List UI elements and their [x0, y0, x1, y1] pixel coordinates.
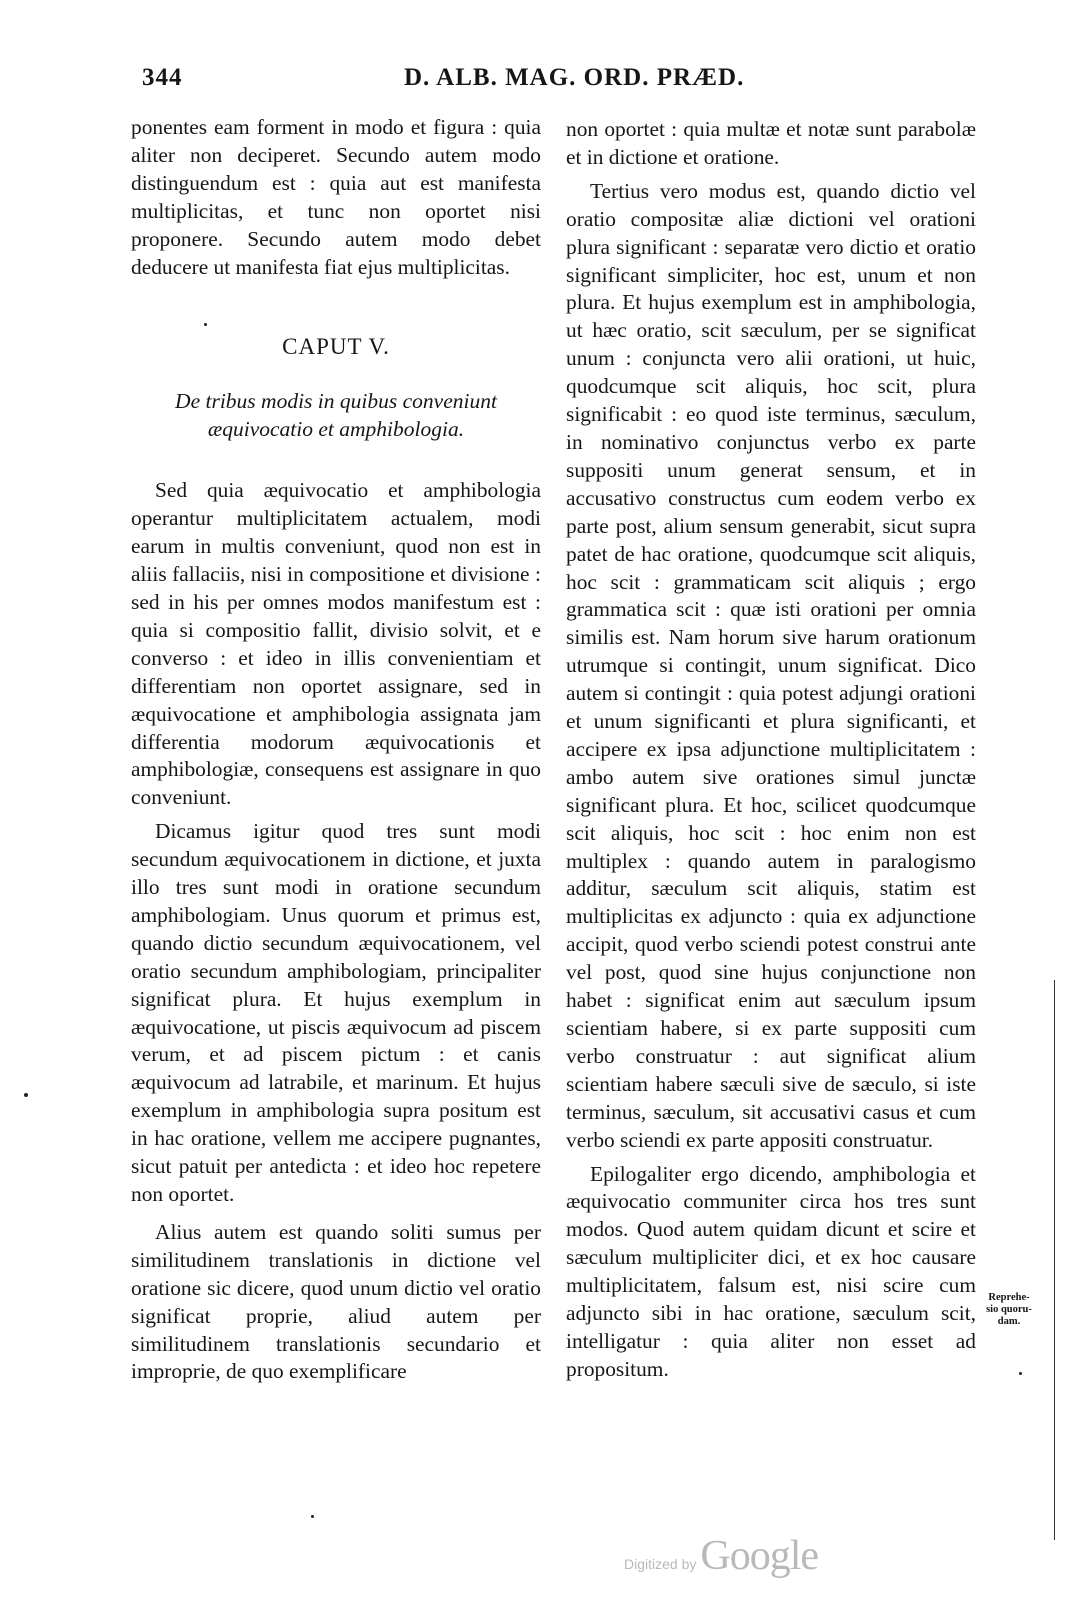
right-column	[566, 116, 976, 1384]
digitized-watermark	[624, 1532, 818, 1580]
scan-speck	[24, 1093, 28, 1097]
left-column	[131, 114, 541, 1386]
paragraph: non oportet : quia multæ et notæ sunt parabolæ et in dictione et oratione.	[566, 117, 976, 169]
page-edge-line	[1054, 980, 1055, 1540]
paragraph: Sed quia æquivocatio et amphibologia operantur multiplicitatem actualem, modi earum in multis conveniunt, quod non est in aliis fallaciis, nisi in compositione et divisione : sed in his per omnes modos manifestum est : quia si compositio fallit, divisio solvit, et e converso : et ideo in illis convenientiam et differentiam non oportet assignare, sed in æquivocatione et amphibologia assignata jam differentia modorum æquivocationis et amphibologiæ, consequens est assignare in quo conveniunt.	[131, 478, 541, 810]
paragraph: ponentes eam forment in modo et figura : quia aliter non deciperet. Secundo autem modo distinguendum est : quia aut est manifesta multiplicitas, et tunc non oportet nisi proponere. Secundo autem modo debet deducere ut manifesta fiat ejus multiplicitas.	[131, 115, 541, 279]
chapter-title: CAPUT V.	[282, 334, 390, 360]
margin-note-line1: Reprehe-	[988, 1292, 1030, 1303]
margin-note-line2: sio quoru-	[986, 1304, 1032, 1315]
scan-speck	[204, 323, 207, 326]
scan-speck	[1019, 1372, 1022, 1375]
running-head: D. ALB. MAG. ORD. PRÆD.	[404, 64, 745, 91]
chapter-subtitle	[131, 387, 541, 443]
margin-note	[981, 1292, 1037, 1328]
digitized-label: Digitized by	[624, 1556, 697, 1572]
paragraph: Epilogaliter ergo dicendo, amphibologia et æquivocatio communiter circa hos tres sunt modos. Quod autem quidam dicunt et scire et sæculum multipliciter dici, et ex hoc causare multiplicitatem, falsum est, nisi scire cum adjuncto sibi in hac oratione, sæculum scit, intelligatur : quia aliter non esset ad propositum.	[566, 1161, 976, 1381]
page-number: 344	[142, 64, 183, 91]
paragraph: Alius autem est quando soliti sumus per similitudinem translationis in dictione vel oratione sic dicere, quod unum dictio vel oratio significat proprie, aliud autem per similitudinem translationis secundario et improprie, de quo exemplificare	[131, 1219, 541, 1384]
chapter-subtitle-line2: æquivocatio et amphibologia.	[207, 417, 465, 442]
paragraph: Tertius vero modus est, quando dictio vel oratio compositæ aliæ dictioni vel orationi plura significant : separatæ vero dictio et oratio significant simpliciter, hoc est, unum et non plura. Et hujus exemplum est in amphibologia, ut hæc oratio, scit sæculum, per se significat unum : conjuncta vero alii orationi, ut huic, quodcumque scit aliquis, hoc scit, plura significabit : eo quod iste terminus, sæculum, in nominativo conjunctus verbo ex parte suppositi unum generat sensum, et in accusativo constructus cum eodem verbo ex parte post, alium sensum generabit, sicut supra patet de hac oratione, quodcumque scit aliquis, hoc scit : grammaticam scit aliquis ; ergo grammatica scit : quæ isti orationi per omnia similis est. Nam horum sive harum orationum utrumque si contingit, unum significat. Dico autem si contingit : quia potest adjungi orationi et unum significanti et plura significanti, et accipere ex ipsa adjunctione multiplicitatem : ambo autem sive orationes simul junctæ significant plura. Et hoc, scilicet quodcumque scit aliquis, hoc scit : hoc enim non est multiplex : quando autem in paralogismo additur, sæculum scit aliquis, statim est multiplicitas ex adjuncto : quia ex adjunctione accipit, quod verbo sciendi potest construi ante vel post, quod sine hujus conjunctione non habet : significat enim aut sæculum ipsum scientiam habere, si ex parte suppositi cum verbo construatur : aut significat alium scientiam habere sæculi sive de sæculo, si iste terminus, sæculum, sit accusativi casus et cum verbo sciendi ex parte appositi construatur.	[566, 178, 976, 1152]
paragraph: Dicamus igitur quod tres sunt modi secundum æquivocationem in dictione, et juxta illo tres sunt modi in oratione secundum amphibologiam. Unus quorum et primus est, quando dictio secundum æquivocationem, vel oratio secundum amphibologiam, principaliter significat plura. Et hujus exemplum in æquivocatione, ut piscis æquivocum ad piscem verum, et ad piscem pictum : et canis æquivocum ad latrabile, et marinum. Et hujus exemplum in amphibologia supra positum est in hac oratione, vellem me accipere pugnantes, sicut patuit per antedicta : et ideo hoc repetere non oportet.	[131, 819, 541, 1206]
google-logo: Google	[700, 1533, 819, 1579]
margin-note-line3: dam.	[997, 1316, 1021, 1327]
scan-speck	[311, 1515, 314, 1518]
chapter-subtitle-line1: De tribus modis in quibus conveniunt	[175, 389, 497, 414]
